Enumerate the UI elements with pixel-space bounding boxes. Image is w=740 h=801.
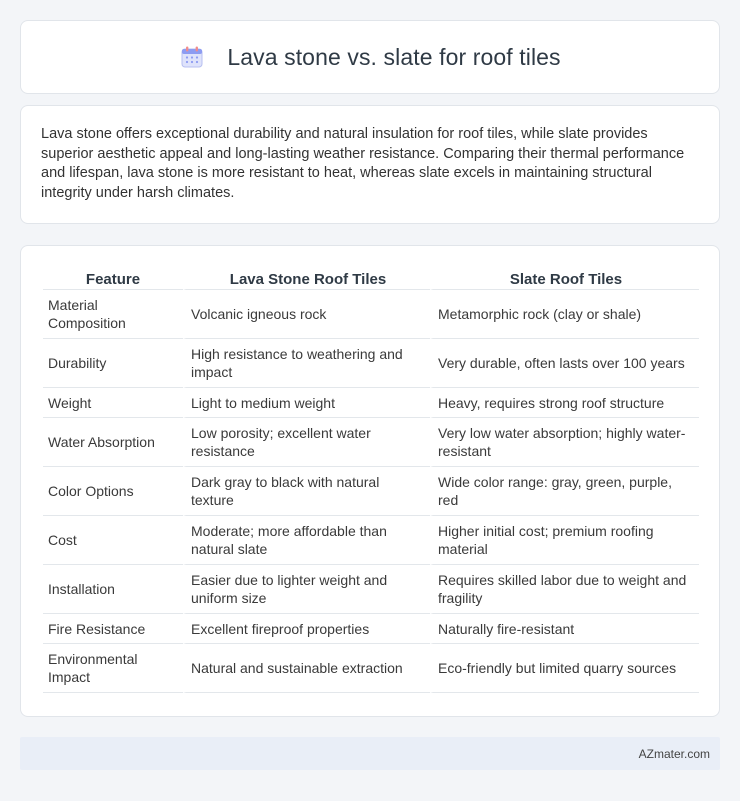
feature-cell: Material Composition bbox=[43, 290, 183, 339]
title-card bbox=[20, 20, 720, 94]
slate-cell: Naturally fire-resistant bbox=[430, 614, 699, 644]
intro-text: Lava stone offers exceptional durability and natural insulation for roof tiles, while slate provides superior aesthetic appeal and long-lasting weather resistance. Comparing their thermal performance and lifespan, lava stone is more resistant to heat, whereas slate excels in maintaining structural integrity under harsh climates. bbox=[41, 126, 685, 201]
table-row bbox=[43, 644, 699, 693]
intro-card bbox=[20, 105, 720, 224]
slate-cell: Eco-friendly but limited quarry sources bbox=[430, 644, 699, 693]
feature-cell: Weight bbox=[43, 388, 183, 418]
lava-stone-cell: Easier due to lighter weight and uniform size bbox=[183, 565, 430, 614]
feature-cell: Fire Resistance bbox=[43, 614, 183, 644]
lava-stone-cell: Excellent fireproof properties bbox=[183, 614, 430, 644]
slate-cell: Very low water absorption; highly water-resistant bbox=[430, 418, 699, 467]
lava-stone-cell: High resistance to weathering and impact bbox=[183, 339, 430, 388]
feature-cell: Cost bbox=[43, 516, 183, 565]
lava-stone-cell: Low porosity; excellent water resistance bbox=[183, 418, 430, 467]
table-row bbox=[43, 339, 699, 388]
slate-cell: Wide color range: gray, green, purple, red bbox=[430, 467, 699, 516]
table-row bbox=[43, 565, 699, 614]
calendar-icon bbox=[179, 44, 205, 70]
lava-stone-cell: Light to medium weight bbox=[183, 388, 430, 418]
slate-cell: Requires skilled labor due to weight and fragility bbox=[430, 565, 699, 614]
table-row bbox=[43, 467, 699, 516]
column-header-feature: Feature bbox=[43, 266, 183, 290]
lava-stone-cell: Moderate; more affordable than natural slate bbox=[183, 516, 430, 565]
footer-brand[interactable]: AZmater.com bbox=[638, 747, 710, 761]
feature-cell: Water Absorption bbox=[43, 418, 183, 467]
feature-cell: Color Options bbox=[43, 467, 183, 516]
table-row bbox=[43, 614, 699, 644]
feature-cell: Durability bbox=[43, 339, 183, 388]
table-row bbox=[43, 516, 699, 565]
feature-cell: Installation bbox=[43, 565, 183, 614]
lava-stone-cell: Dark gray to black with natural texture bbox=[183, 467, 430, 516]
column-header-slate: Slate Roof Tiles bbox=[430, 266, 699, 290]
column-header-lava-stone: Lava Stone Roof Tiles bbox=[183, 266, 430, 290]
feature-cell: Environmental Impact bbox=[43, 644, 183, 693]
table-row bbox=[43, 290, 699, 339]
slate-cell: Metamorphic rock (clay or shale) bbox=[430, 290, 699, 339]
page-title: Lava stone vs. slate for roof tiles bbox=[227, 43, 561, 70]
comparison-table bbox=[43, 266, 699, 693]
table-row bbox=[43, 388, 699, 418]
comparison-card bbox=[20, 245, 720, 717]
slate-cell: Heavy, requires strong roof structure bbox=[430, 388, 699, 418]
slate-cell: Higher initial cost; premium roofing material bbox=[430, 516, 699, 565]
lava-stone-cell: Natural and sustainable extraction bbox=[183, 644, 430, 693]
lava-stone-cell: Volcanic igneous rock bbox=[183, 290, 430, 339]
slate-cell: Very durable, often lasts over 100 years bbox=[430, 339, 699, 388]
table-header-row bbox=[43, 266, 699, 290]
footer bbox=[20, 737, 720, 770]
table-row bbox=[43, 418, 699, 467]
